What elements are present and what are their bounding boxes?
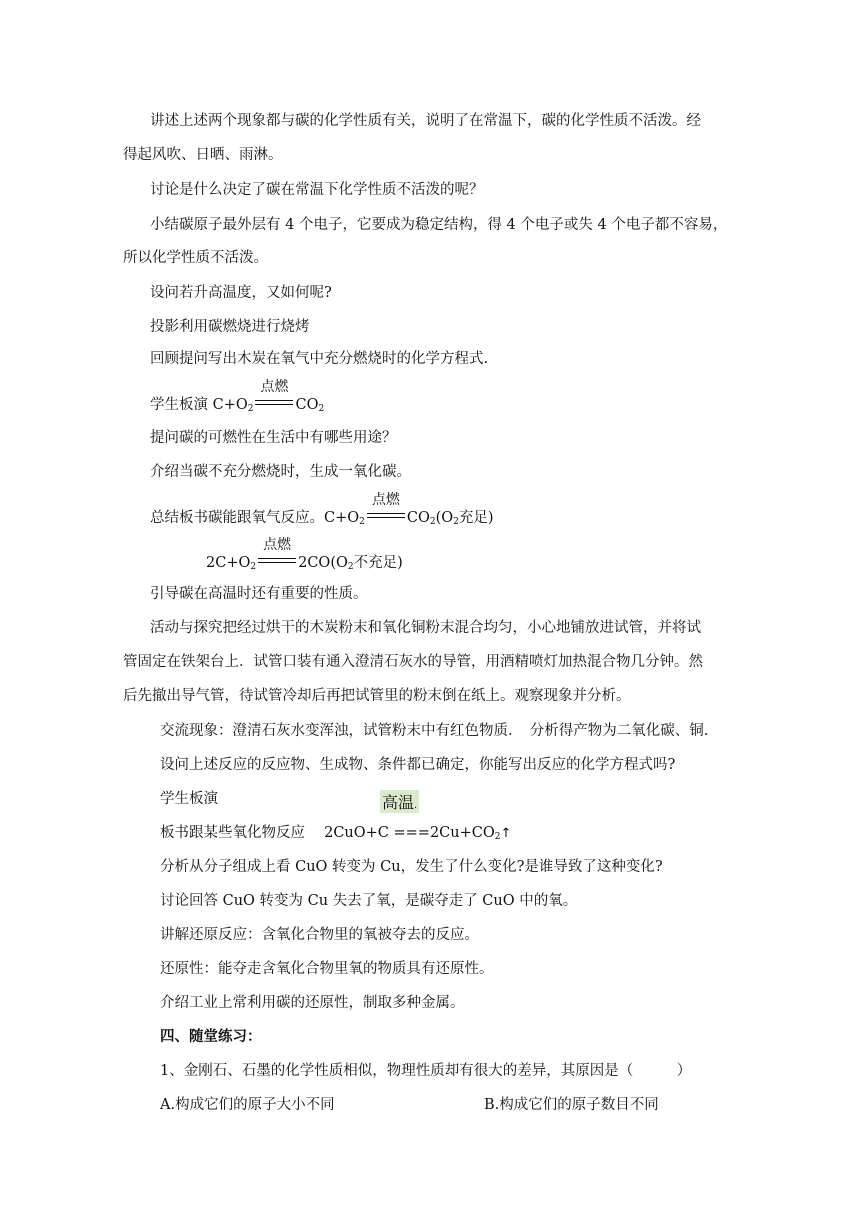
paragraph-discussion: 讨论是什么决定了碳在常温下化学性质不活泼的呢？ [150, 182, 484, 198]
paragraph-answer: 讨论回答 CuO 转变为 Cu 失去了氧，是碳夺走了 CuO 中的氧。 [160, 893, 578, 909]
paragraph-reducibility: 还原性：能夺走含氧化合物里氧的物质具有还原性。 [160, 961, 494, 977]
option-b: B.构成它们的原子数目不同 [484, 1097, 659, 1113]
paragraph-activity-cont1: 管固定在铁架台上．试管口装有通入澄清石灰水的导管，用酒精喷灯加热混合物几分钟。然 [123, 654, 703, 670]
reaction-condition-ignite: 点燃 [367, 508, 405, 528]
paragraph-reduction: 讲解还原反应：含氧化合物里的氧被夺去的反应。 [160, 927, 479, 943]
reaction-condition-ignite: 点燃 [255, 395, 293, 415]
equation-copper-oxide: 板书跟某些氧化物反应 $2CuO+C ===2Cu+CO_2↑$ [160, 825, 512, 842]
paragraph-activity: 活动与探究把经过烘干的木炭粉末和氧化铜粉末混合均匀，小心地铺放进试管，并将试 [150, 620, 701, 636]
reaction-condition-ignite: 点燃 [258, 553, 296, 573]
paragraph-question: 设问若升高温度，又如何呢? [150, 285, 332, 301]
paragraph-question-equation: 设问上述反应的反应物、生成物、条件都已确定，你能写出反应的化学方程式吗? [160, 757, 676, 773]
option-a: A.构成它们的原子大小不同 [160, 1097, 335, 1113]
question-1: 1、金刚石、石墨的化学性质相似，物理性质却有很大的差异，其原因是（ ） [160, 1063, 692, 1079]
paragraph-industry: 介绍工业上常利用碳的还原性，制取多种金属。 [160, 995, 465, 1011]
paragraph-lecture-cont: 得起风吹、日晒、雨淋。 [123, 147, 283, 163]
reaction-condition-high-temp: 高温. [380, 790, 419, 813]
paragraph-review: 回顾提问写出木炭在氧气中充分燃烧时的化学方程式. [150, 351, 489, 367]
paragraph-exchange: 交流现象：澄清石灰水变浑浊，试管粉末中有红色物质． 分析得产物为二氧化碳、铜. [160, 723, 709, 739]
paragraph-summary: 小结碳原子最外层有 4 个电子，它要成为稳定结构，得 4 个电子或失 4 个电子都不容易， [150, 217, 728, 233]
section-heading-practice: 四、随堂练习： [160, 1028, 262, 1045]
paragraph-incomplete-combustion: 介绍当碳不充分燃烧时，生成一氧化碳。 [150, 464, 411, 480]
equation-sufficient-oxygen: 总结板书碳能跟氧气反应。$C+O_2$ 点燃 $CO_2(O_2$充足) [150, 492, 494, 527]
paragraph-lecture: 讲述上述两个现象都与碳的化学性质有关，说明了在常温下，碳的化学性质不活泼。经 [150, 113, 701, 129]
equation-carbon-combustion: 学生板演 $C+O_2$ 点燃 $CO_2$ [150, 379, 325, 414]
gas-arrow-icon: ↑ [500, 826, 512, 841]
paragraph-guide: 引导碳在高温时还有重要的性质。 [150, 586, 368, 602]
paragraph-projection: 投影利用碳燃烧进行烧烤 [150, 319, 310, 335]
paragraph-activity-cont2: 后先撤出导气管，待试管冷却后再把试管里的粉末倒在纸上。观察现象并分析。 [123, 688, 631, 704]
paragraph-student-board: 学生板演 [160, 791, 218, 807]
paragraph-analysis: 分析从分子组成上看 CuO 转变为 Cu，发生了什么变化?是谁导致了这种变化? [160, 859, 663, 875]
equation-insufficient-oxygen: $2C+O_2$ 点燃 $2CO(O_2$不充足) [206, 537, 403, 572]
paragraph-uses: 提问碳的可燃性在生活中有哪些用途？ [150, 430, 397, 446]
paragraph-summary-cont: 所以化学性质不活泼。 [123, 250, 268, 266]
